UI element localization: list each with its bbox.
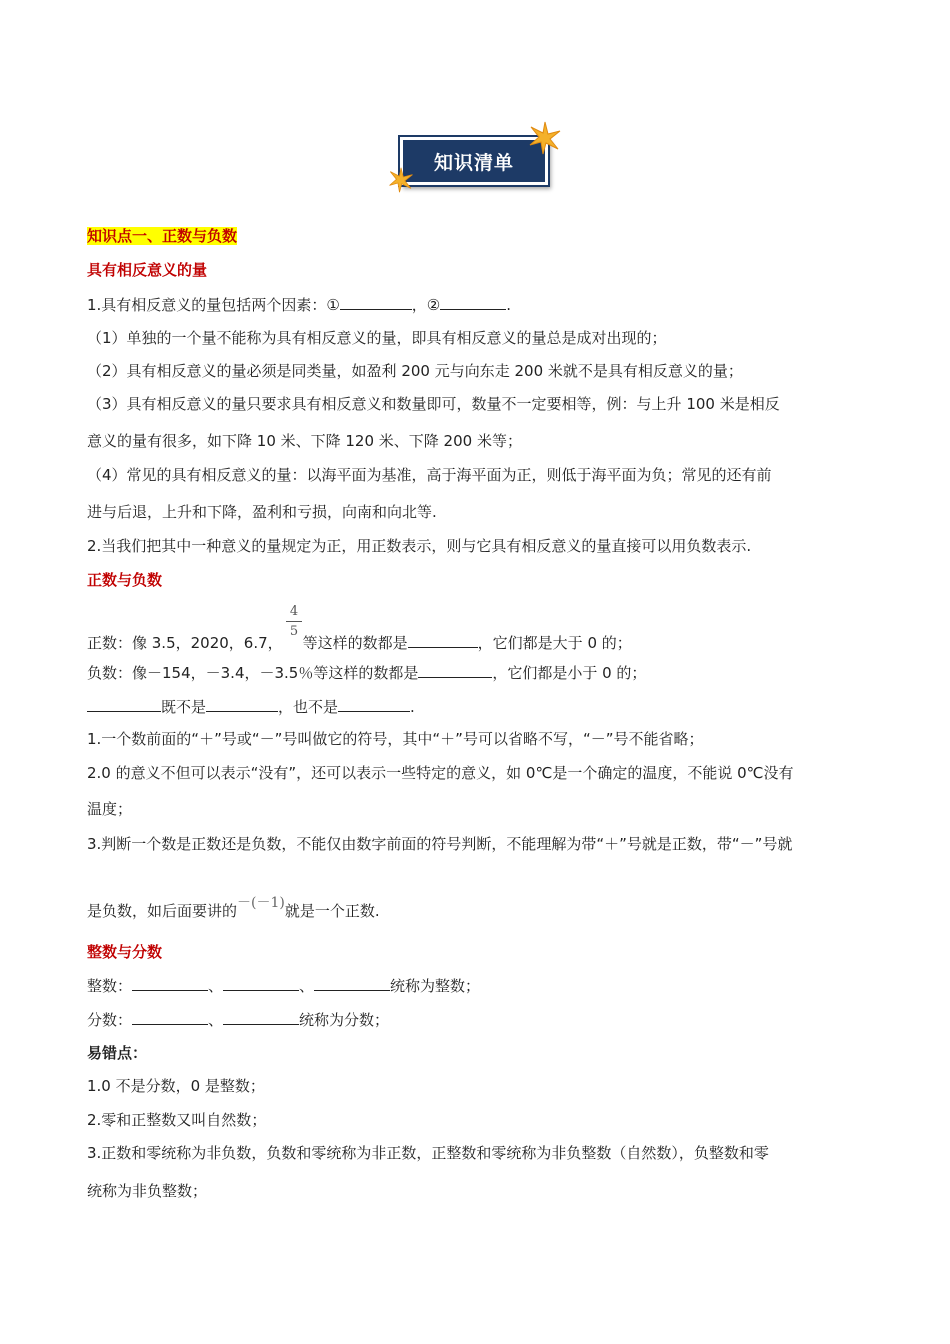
fill-blank[interactable] [340,294,412,310]
subsection-heading: 整数与分数 [87,943,163,961]
subsection-heading: 具有相反意义的量 [87,261,208,279]
paragraph: 温度； [87,800,133,818]
paragraph: （2）具有相反意义的量必须是同类量，如盈利 200 元与向东走 200 米就不是具有相反意义的量； [87,362,743,380]
paragraph: 整数： 、 、 统称为整数； [87,977,481,995]
subsection-heading: 正数与负数 [87,571,163,589]
knowledge-list-banner [396,133,552,189]
fill-blank[interactable] [132,1009,208,1025]
math-expression: －(－1) [237,895,285,911]
section-title: 知识点一、正数与负数 [87,227,238,245]
paragraph: 既不是 ，也不是 . [87,696,415,717]
fill-blank[interactable] [87,696,161,712]
paragraph: （4）常见的具有相反意义的量：以海平面为基准，高于海平面为正，则低于海平面为负；常见的还有前 [87,466,772,484]
paragraph: 1.一个数前面的“＋”号或“－”号叫做它的符号，其中“＋”号可以省略不写，“－”号不能省略； [87,730,704,748]
paragraph: 3.判断一个数是正数还是负数，不能仅由数字前面的符号判断，不能理解为带“＋”号就是正数，带“－”号就 [87,835,793,853]
fill-blank[interactable] [338,696,410,712]
paragraph: 意义的量有很多，如下降 10 米、下降 120 米、下降 200 米等； [87,432,522,450]
star-icon [388,167,414,193]
paragraph: 分数： 、 统称为分数； [87,1011,390,1029]
banner-title: 知识清单 [433,151,514,174]
mistakes-heading: 易错点： [87,1044,148,1062]
fill-blank[interactable] [223,975,299,991]
star-icon [528,121,562,155]
fill-blank[interactable] [314,975,390,991]
paragraph: 2.0 的意义不但可以表示“没有”，还可以表示一些特定的意义，如 0℃是一个确定的温度，不能说 0℃没有 [87,764,794,782]
paragraph: 负数：像－154，－3.4，－3.5％等这样的数都是 ，它们都是小于 0 的； [87,664,647,682]
paragraph: 1.0 不是分数，0 是整数； [87,1077,265,1095]
paragraph: 2.零和正整数又叫自然数； [87,1111,267,1129]
paragraph: 统称为非负整数； [87,1182,208,1200]
paragraph: 是负数，如后面要讲的－(－1)就是一个正数. [87,895,380,920]
fraction: 4 5 [286,604,302,639]
section-heading [87,226,237,246]
paragraph: （3）具有相反意义的量只要求具有相反意义和数量即可，数量不一定要相等，例：与上升 100 米是相反 [87,395,780,413]
banner-box [400,137,548,185]
fill-blank[interactable] [440,294,506,310]
fill-blank[interactable] [408,632,478,648]
fill-blank[interactable] [132,975,208,991]
paragraph: （1）单独的一个量不能称为具有相反意义的量，即具有相反意义的量总是成对出现的； [87,329,667,347]
paragraph: 3.正数和零统称为非负数，负数和零统称为非正数，正整数和零统称为非负整数（自然数），负整数和零 [87,1144,769,1162]
paragraph: 正数：像 3.5，2020，6.7， 等这样的数都是 ，它们都是大于 0 的； [87,634,632,652]
paragraph: 2.当我们把其中一种意义的量规定为正，用正数表示，则与它具有相反意义的量直接可以用负数表示. [87,537,752,555]
fill-blank[interactable] [418,662,492,678]
fill-blank[interactable] [206,696,278,712]
paragraph: 1.具有相反意义的量包括两个因素：① ，② . [87,296,511,314]
fill-blank[interactable] [223,1009,299,1025]
paragraph: 进与后退，上升和下降，盈利和亏损，向南和向北等. [87,503,437,521]
